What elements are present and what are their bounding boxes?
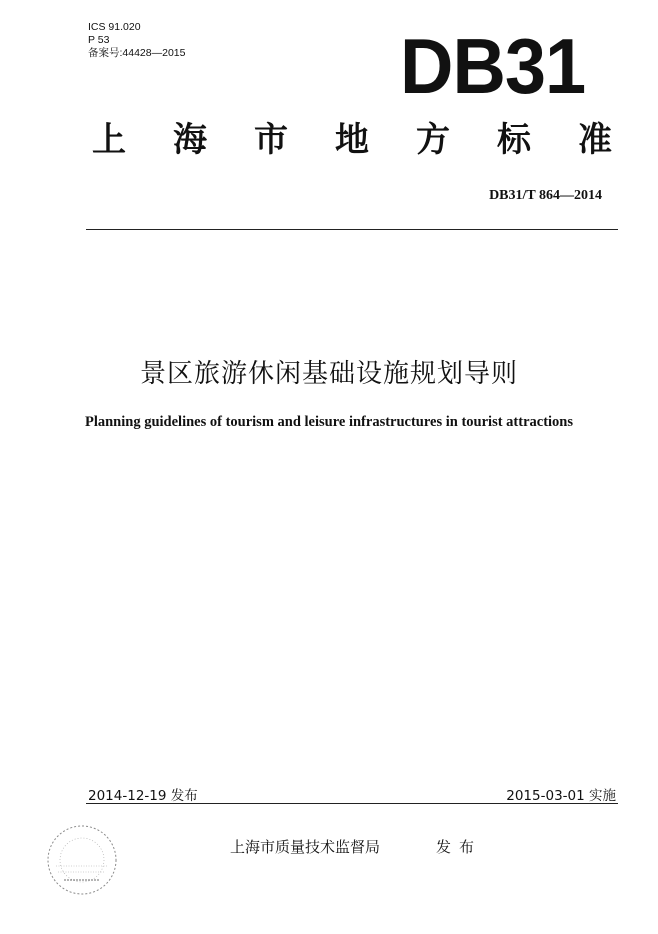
filing-number: 备案号:44428—2015 — [88, 47, 186, 59]
standard-number: DB31/T 864—2014 — [489, 188, 602, 203]
round-seal-stamp — [42, 820, 122, 900]
standard-type-char: 海 — [173, 120, 207, 160]
issuing-authority: 上海市质量技术监督局 — [230, 838, 381, 856]
top-divider — [86, 229, 618, 230]
db31-logo: DB31 — [400, 22, 586, 110]
document-title-cn: 景区旅游休闲基础设施规划导则 — [139, 359, 518, 389]
issue-label: 发布 — [436, 838, 483, 856]
standard-type-char: 市 — [254, 120, 288, 160]
standard-type-char: 地 — [335, 120, 369, 160]
standard-type-char: 标 — [497, 120, 531, 160]
ics-code: ICS 91.020 — [88, 21, 141, 33]
standard-type-char: 方 — [416, 120, 450, 160]
document-title-en: Planning guidelines of tourism and leisure infrastructures in tourist attractions — [84, 414, 574, 430]
implement-date: 2015-03-01 实施 — [506, 788, 616, 804]
publish-date: 2014-12-19 发布 — [88, 788, 198, 804]
standard-type-title — [92, 118, 612, 162]
standard-type-char: 上 — [92, 120, 126, 160]
ccs-code: P 53 — [88, 34, 110, 46]
standard-type-char: 准 — [578, 120, 612, 160]
bottom-divider — [86, 803, 618, 804]
header-meta — [88, 21, 185, 60]
